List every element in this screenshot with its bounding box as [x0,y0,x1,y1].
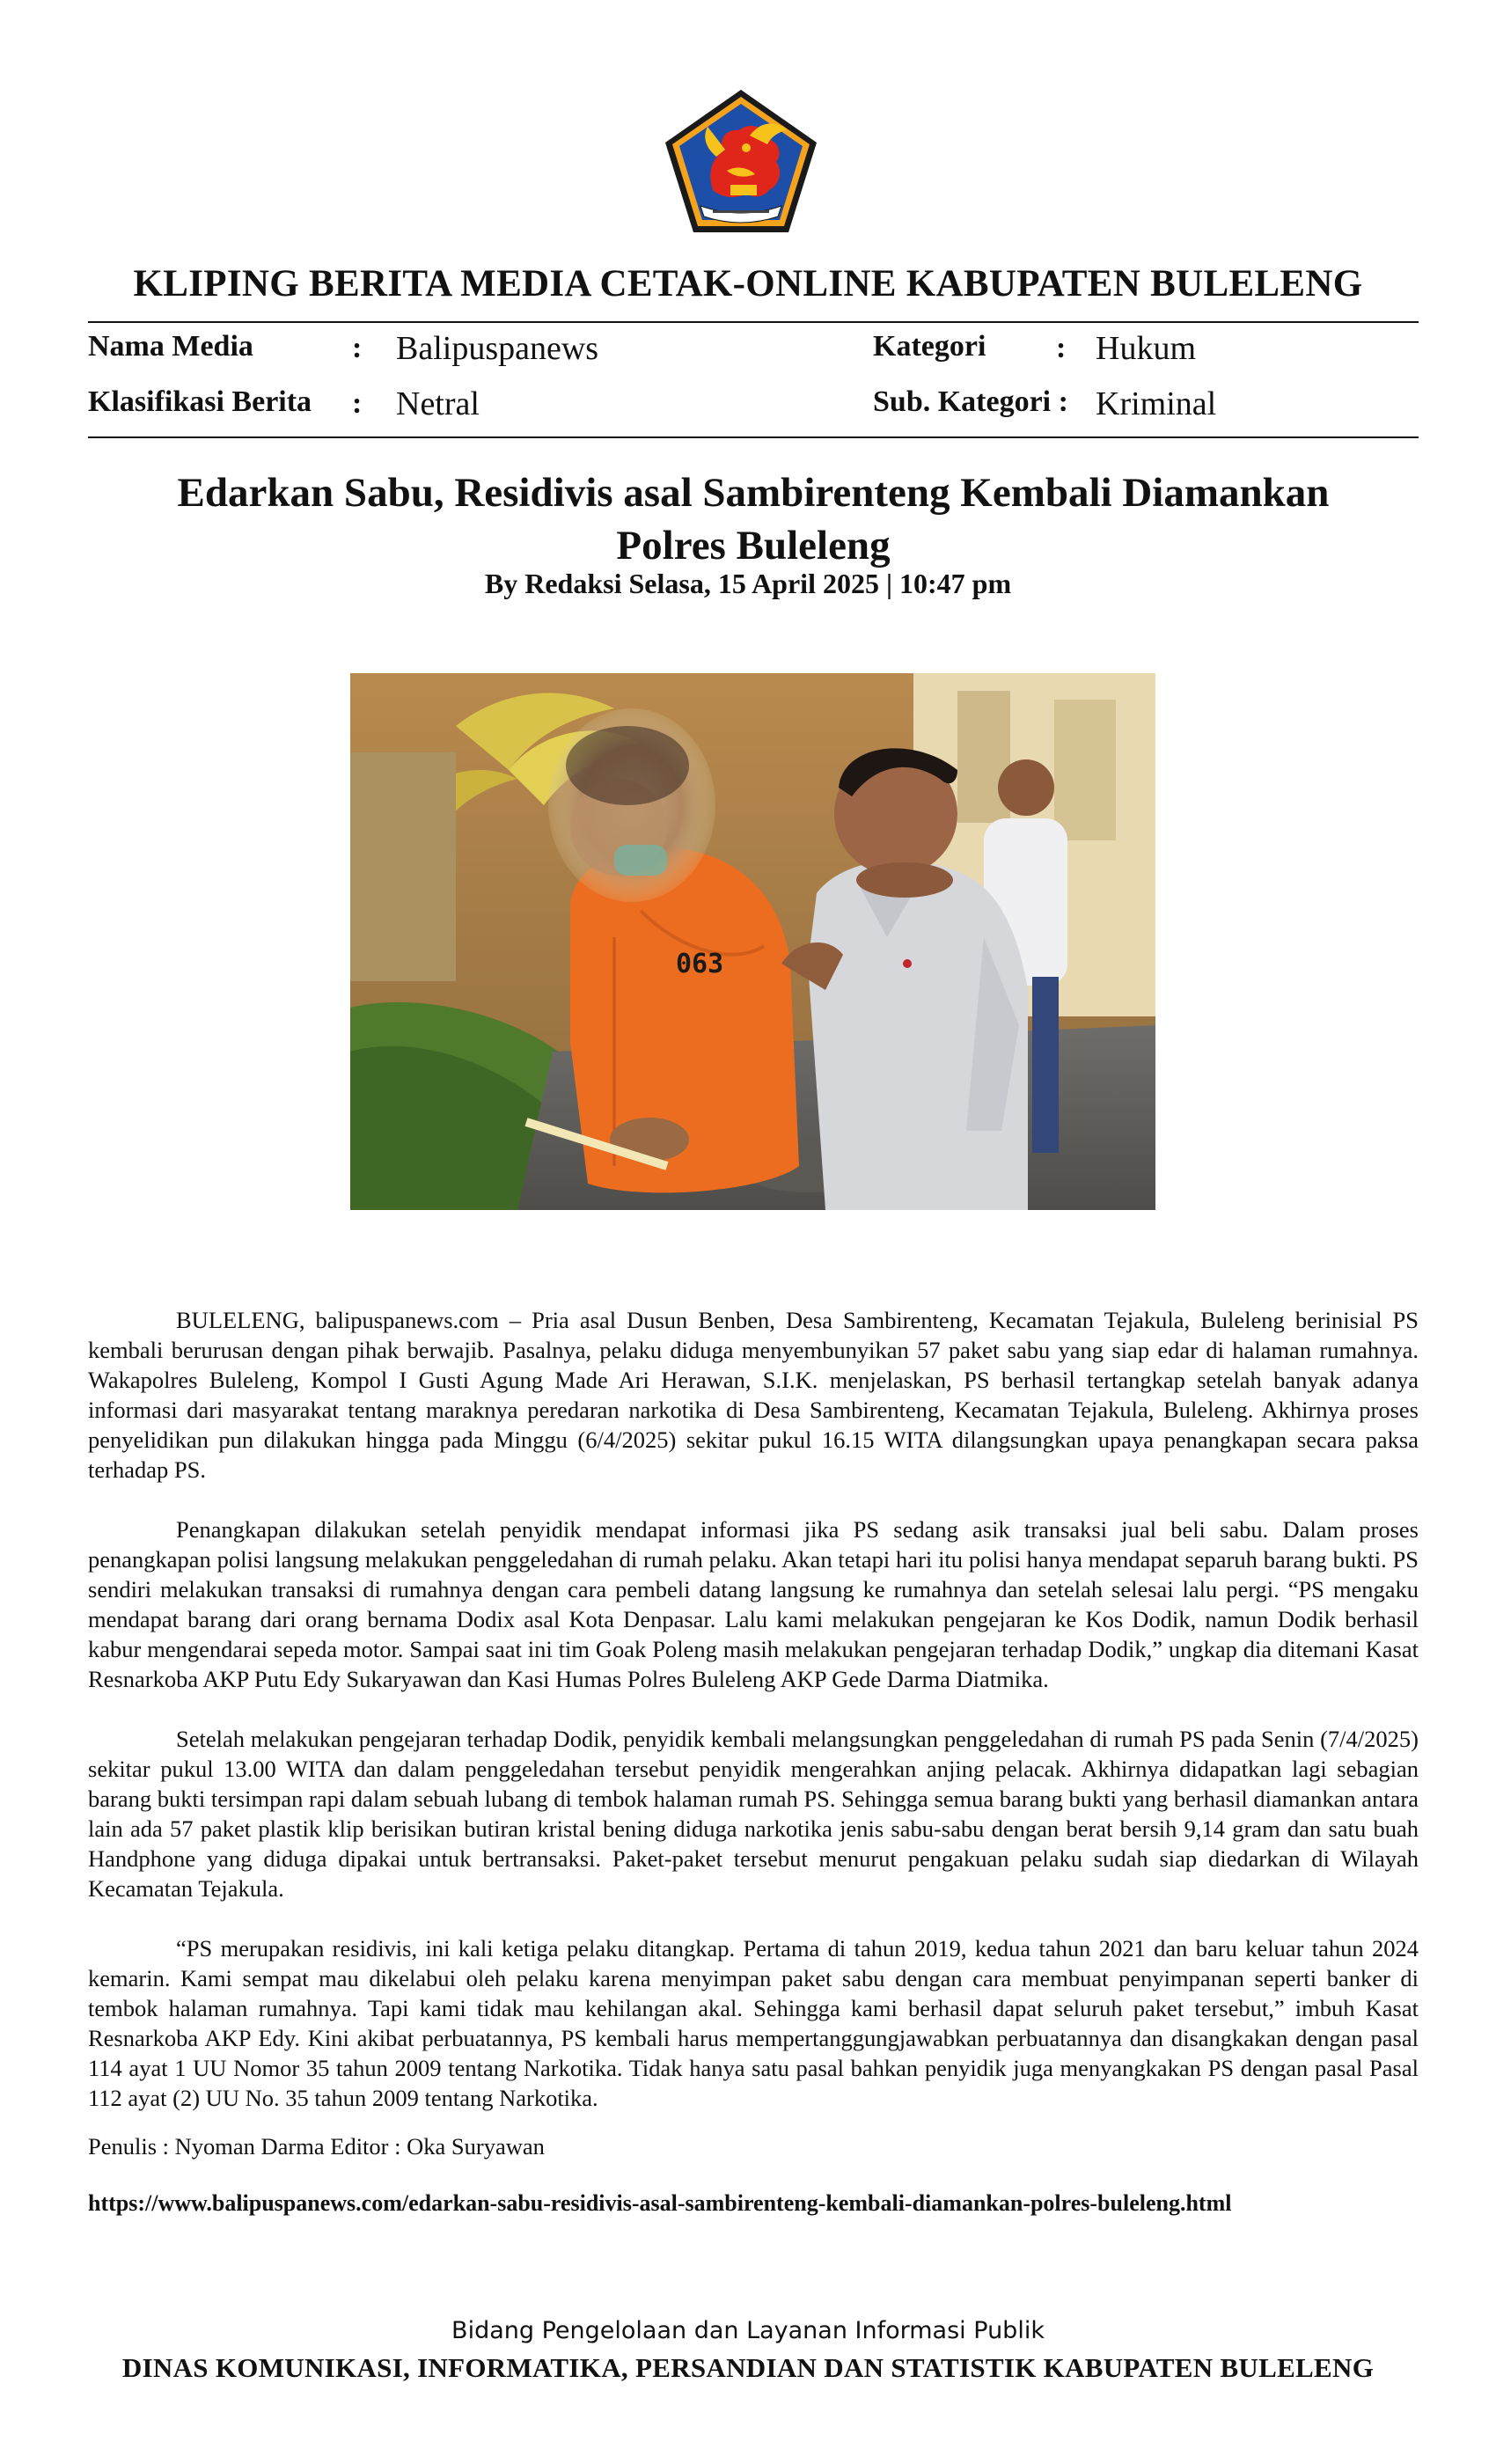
footer-department: Bidang Pengelolaan dan Layanan Informasi Publik [451,2317,1045,2344]
source-url-link[interactable]: https://www.balipuspanews.com/edarkan-sabu-residivis-asal-sambirenteng-kembali-diamankan-polres-buleleng.html [88,2190,1232,2216]
article-byline: By Redaksi Selasa, 15 April 2025 | 10:47 pm [484,568,1012,599]
article-paragraph: Setelah melakukan pengejaran terhadap Dodik, penyidik kembali melangsungkan penggeledahan di rumah PS pada Senin (7/4/2025) sekitar pukul 13.00 WITA dan dalam penggeledahan tersebut penyidik mengerahkan anjing pelacak. Akhirnya didapatkan lagi sebagian barang bukti tersimpan rapi dalam sebuah lubang di tembok halaman rumah PS. Sehingga semua barang bukti yang berhasil diamankan antara lain ada 57 paket plastik klip berisikan butiran kristal bening diduga narkotika jenis sabu-sabu dengan berat bersih 9,14 gram dan satu buah Handphone yang diduga dipakai untuk bertransaksi. Paket-paket tersebut menurut pengakuan pelaku sudah siap diedarkan di Wilayah Kecamatan Tejakula. [88,1726,1419,1902]
article-paragraph: Penangkapan dilakukan setelah penyidik mendapat informasi jika PS sedang asik transaksi jual beli sabu. Dalam proses penangkapan polisi langsung melakukan penggeledahan di rumah pelaku. Akan tetapi hari itu polisi hanya mendapat separuh barang bukti. PS sendiri melakukan transaksi di rumahnya dengan cara pembeli datang langsung ke rumahnya dan setelah selesai lalu pergi. “PS mengaku mendapat barang dari orang bernama Dodix asal Kota Denpasar. Lalu kami melakukan pengejaran ke Kos Dodik, namun Dodik berhasil kabur mengendarai sepeda motor. Sampai saat ini tim Goak Poleng masih melakukan pengejaran terhadap Dodik,” ungkap dia ditemani Kasat Resnarkoba AKP Putu Edy Sukaryawan dan Kasi Humas Polres Buleleng AKP Gede Darma Diatmika. [88,1516,1419,1692]
media-label: Nama Media [88,330,253,363]
media-colon: : [352,332,363,364]
media-value: Balipuspanews [396,330,599,367]
klasifikasi-colon: : [352,387,363,420]
article-paragraph: BULELENG, balipuspanews.com – Pria asal Dusun Benben, Desa Sambirenteng, Kecamatan Tejakula, Buleleng berinisial PS kembali berurusan dengan pihak berwajib. Pasalnya, pelaku diduga menyembunyikan 57 paket sabu yang siap edar di halaman rumahnya. Wakapolres Buleleng, Kompol I Gusti Agung Made Ari Herawan, S.I.K. menjelaskan, PS berhasil tertangkap setelah banyak adanya informasi dari masyarakat tentang maraknya peredaran narkotika di Desa Sambirenteng, Kecamatan Tejakula, Buleleng. Akhirnya proses penyelidikan pun dilakukan hingga pada Minggu (6/4/2025) sekitar pukul 16.15 WITA dilangsungkan upaya penangkapan secara paksa terhadap PS. [88,1307,1419,1483]
article-headline [88,466,1419,572]
article-paragraph: “PS merupakan residivis, ini kali ketiga pelaku ditangkap. Pertama di tahun 2019, kedua tahun 2021 dan baru keluar tahun 2024 kemarin. Kami sempat mau dikelabui oleh pelaku karena menyimpan paket sabu dengan cara membuat penyimpanan seperti banker di tembok halaman rumahnya. Tapi kami tidak mau kehilangan akal. Sehingga kami berhasil dapat seluruh paket tersebut,” imbuh Kasat Resnarkoba AKP Edy. Kini akibat perbuatannya, PS kembali harus mempertanggungjawabkan perbuatannya dan disangkakan dengan pasal 114 ayat 1 UU Nomor 35 tahun 2009 tentang Narkotika. Tidak hanya satu pasal bahkan penyidik juga menyangkakan PS dengan pasal Pasal 112 ayat (2) UU No. 35 tahun 2009 tentang Narkotika. [88,1935,1419,2111]
article-body [88,1305,1419,2143]
footer-agency: DINAS KOMUNIKASI, INFORMATIKA, PERSANDIAN DAN STATISTIK KABUPATEN BULELENG [121,2352,1375,2383]
kategori-value: Hukum [1096,330,1196,367]
kategori-label: Kategori [873,330,986,363]
headline-line-1: Edarkan Sabu, Residivis asal Sambirenteng Kembali Diamankan [177,470,1330,516]
pemkab-buleleng-emblem-icon [662,86,820,236]
klasifikasi-value: Netral [396,385,480,422]
headline-line-2: Polres Buleleng [616,523,891,568]
subkategori-label: Sub. Kategori : [873,385,1068,418]
document-title: KLIPING BERITA MEDIA CETAK-ONLINE KABUPATEN BULELENG [133,263,1363,304]
kategori-colon: : [1056,332,1067,364]
klasifikasi-label: Klasifikasi Berita [88,385,312,418]
news-photo [350,673,1155,1210]
uniform-number-label: 063 [676,949,724,979]
subkategori-value: Kriminal [1096,385,1217,422]
header-divider-bottom [88,436,1419,438]
author-editor-credit: Penulis : Nyoman Darma Editor : Oka Suryawan [88,2133,545,2160]
header-divider-top [88,321,1419,323]
